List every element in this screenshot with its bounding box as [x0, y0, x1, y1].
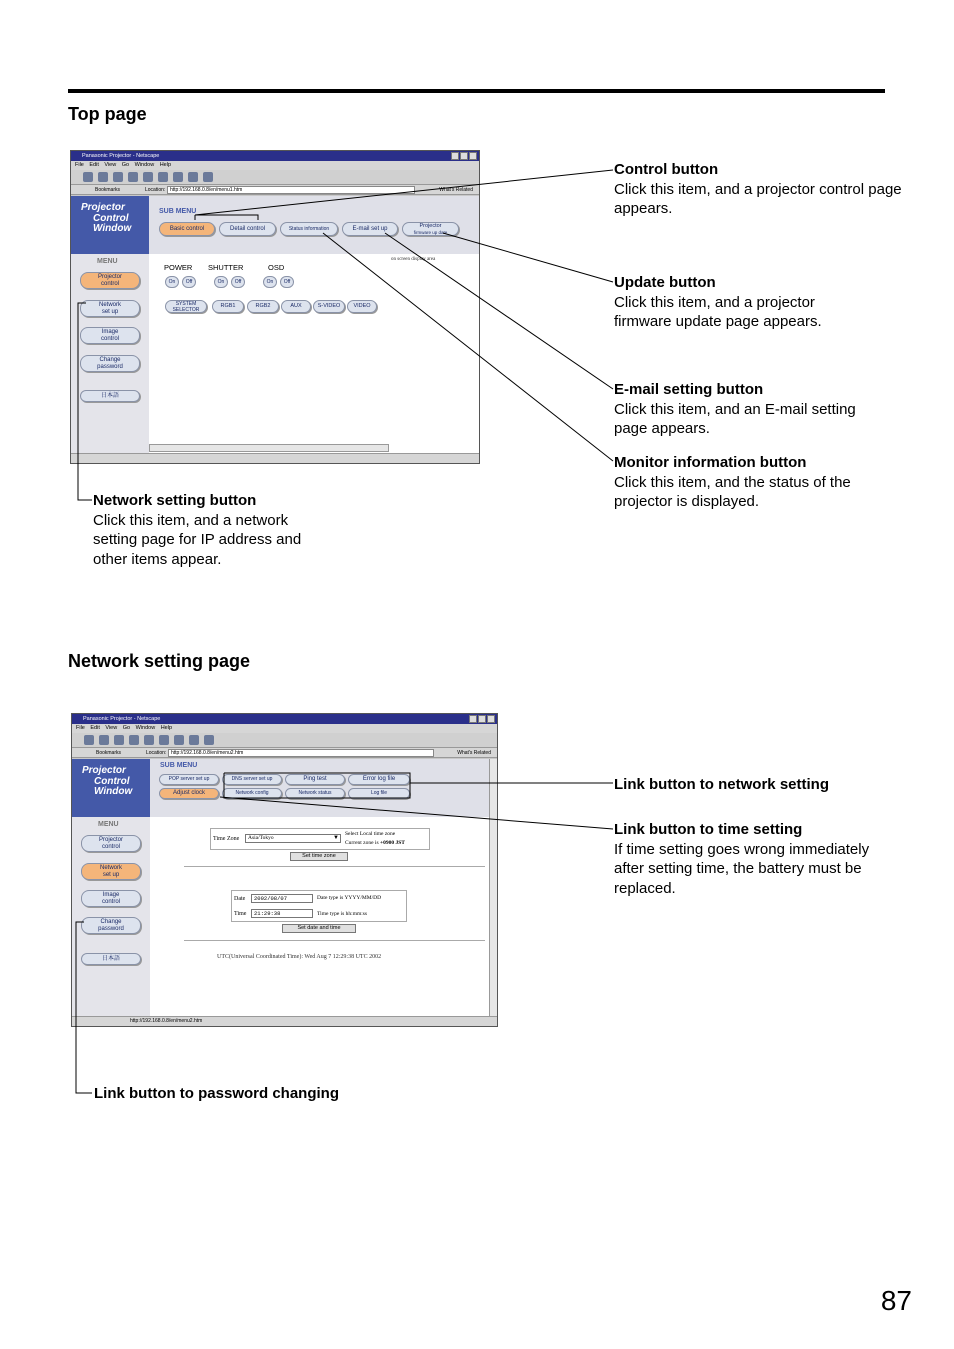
- stop-icon[interactable]: [204, 735, 214, 745]
- sub-menu-label: SUB MENU: [160, 762, 198, 769]
- divider: [184, 866, 485, 867]
- callout-link-time: Link button to time setting If time setting goes wrong immediately after setting time, the battery must be replaced.: [614, 821, 870, 897]
- back-icon[interactable]: [83, 172, 93, 182]
- osd-on-button[interactable]: On: [263, 276, 277, 288]
- callout-link-password: Link button to password changing: [94, 1085, 339, 1102]
- browser-statusbar: [71, 453, 479, 463]
- reload-icon[interactable]: [113, 172, 123, 182]
- set-time-zone-button[interactable]: Set time zone: [290, 852, 348, 861]
- callout-email-button: E-mail setting button Click this item, and an E-mail setting page appears.: [614, 381, 856, 437]
- top-rule: [68, 89, 885, 93]
- browser-content: [71, 196, 479, 453]
- security-icon[interactable]: [188, 172, 198, 182]
- browser-statusbar: [72, 1016, 497, 1026]
- time-zone-form: [210, 828, 430, 850]
- submenu-bar: [149, 196, 479, 254]
- shutter-on-button[interactable]: On: [214, 276, 228, 288]
- browser-titlebar: [71, 151, 479, 161]
- ping-test-button[interactable]: Ping test: [285, 774, 345, 785]
- network-status-button[interactable]: Network status: [285, 788, 345, 799]
- submenu-bar: [150, 759, 489, 817]
- time-label: Time: [234, 911, 247, 917]
- dns-server-setup-button[interactable]: DNS server set up: [222, 774, 282, 785]
- browser-toolbar: [72, 733, 497, 748]
- power-label: POWER: [164, 263, 193, 272]
- browser-title: Panasonic Projector - Netscape: [82, 153, 160, 159]
- change-password-button[interactable]: Change password: [81, 917, 141, 934]
- set-date-and-time-button[interactable]: Set date and time: [282, 924, 356, 933]
- security-icon[interactable]: [189, 735, 199, 745]
- close-icon[interactable]: [469, 152, 477, 160]
- power-on-button[interactable]: On: [165, 276, 179, 288]
- callout-control-button: Control button Click this item, and a projector control page appears.: [614, 161, 902, 217]
- brand-logo: Projector Control Window: [71, 196, 149, 254]
- browser-menubar[interactable]: File Edit View Go Window Help: [72, 724, 497, 733]
- close-icon[interactable]: [487, 715, 495, 723]
- shutter-label: SHUTTER: [208, 263, 244, 272]
- time-input[interactable]: 21:29:38: [251, 909, 313, 918]
- basic-control-button[interactable]: Basic control: [159, 222, 215, 236]
- time-zone-label: Time Zone: [213, 836, 240, 842]
- status-information-button[interactable]: Status information: [280, 222, 338, 236]
- rgb1-button[interactable]: RGB1: [212, 300, 244, 313]
- projector-control-button[interactable]: Projector control: [81, 835, 141, 852]
- callout-update-button: Update button Click this item, and a projector firmware update page appears.: [614, 274, 822, 330]
- status-url: http://192.168.0.8/en/menu2.htm: [130, 1018, 203, 1024]
- shutter-off-button[interactable]: Off: [231, 276, 245, 288]
- image-control-button[interactable]: Image control: [80, 327, 140, 344]
- callout-monitor-button: Monitor information button Click this item, and the status of the projector is displayed.: [614, 454, 851, 510]
- side-menu-panel: [71, 196, 149, 453]
- tz-note-line-2: Current zone is +0900 JST: [345, 840, 405, 846]
- brand-logo: Projector Control Window: [72, 759, 150, 817]
- s-video-button[interactable]: S-VIDEO: [313, 300, 345, 313]
- firmware-update-button[interactable]: Projector firmware up date: [402, 222, 459, 236]
- error-log-file-button[interactable]: Error log file: [348, 774, 410, 785]
- guide-icon[interactable]: [159, 735, 169, 745]
- maximize-icon[interactable]: [478, 715, 486, 723]
- guide-icon[interactable]: [158, 172, 168, 182]
- chevron-down-icon[interactable]: ▼: [333, 835, 339, 841]
- browser-menubar[interactable]: File Edit View Go Window Help: [71, 161, 479, 170]
- osd-label: OSD: [268, 263, 285, 272]
- vertical-scrollbar[interactable]: [489, 759, 497, 1018]
- top-page-browser-window: [70, 150, 480, 464]
- rgb2-button[interactable]: RGB2: [247, 300, 279, 313]
- projector-control-button[interactable]: Projector control: [80, 272, 140, 289]
- date-type-note: Date type is YYYY/MM/DD: [317, 895, 382, 901]
- video-button[interactable]: VIDEO: [347, 300, 377, 313]
- japanese-button[interactable]: 日本語: [81, 953, 141, 965]
- utc-readout: UTC(Universal Coordinated Time): Wed Aug 7 12:29:38 UTC 2002: [217, 954, 382, 960]
- window-controls: [469, 715, 495, 723]
- print-icon[interactable]: [173, 172, 183, 182]
- adjust-clock-button[interactable]: Adjust clock: [159, 788, 219, 799]
- section-title-top-page: Top page: [68, 104, 147, 124]
- side-menu-panel: [72, 759, 150, 1016]
- divider: [184, 940, 485, 941]
- osd-off-button[interactable]: Off: [280, 276, 294, 288]
- location-bar: [72, 748, 497, 758]
- reload-icon[interactable]: [114, 735, 124, 745]
- change-password-button[interactable]: Change password: [80, 355, 140, 372]
- date-label: Date: [234, 896, 246, 902]
- callout-network-button: Network setting button Click this item, and a network setting page for IP address and other items appear.: [93, 492, 302, 568]
- location-label: Location:: [145, 187, 166, 193]
- menu-label: MENU: [98, 821, 119, 828]
- stop-icon[interactable]: [203, 172, 213, 182]
- whats-related-button[interactable]: What's Related: [439, 187, 473, 193]
- network-setup-button[interactable]: Network set up: [80, 300, 140, 317]
- browser-toolbar: [71, 170, 479, 185]
- date-time-form: [231, 890, 407, 922]
- time-type-note: Time type is hh:mm:ss: [317, 911, 368, 917]
- whats-related-button[interactable]: What's Related: [457, 750, 491, 756]
- location-label: Location:: [146, 750, 167, 756]
- tz-note-line-1: Select Local time zone: [345, 831, 396, 837]
- browser-titlebar: [72, 714, 497, 724]
- date-input[interactable]: 2002/08/07: [251, 894, 313, 903]
- detail-control-button[interactable]: Detail control: [219, 222, 276, 236]
- search-icon[interactable]: [143, 172, 153, 182]
- horizontal-scrollbar[interactable]: [149, 444, 389, 452]
- home-icon[interactable]: [128, 172, 138, 182]
- image-control-button[interactable]: Image control: [81, 890, 141, 907]
- url-input[interactable]: http://192.168.0.8/en/menu1.htm: [167, 186, 415, 194]
- location-bar: [71, 185, 479, 195]
- minimize-icon[interactable]: [469, 715, 477, 723]
- system-selector-button[interactable]: SYSTEM SELECTOR: [165, 300, 207, 313]
- sub-menu-label: SUB MENU: [159, 208, 197, 215]
- page-number: 87: [880, 1285, 912, 1316]
- search-icon[interactable]: [144, 735, 154, 745]
- url-input[interactable]: http://192.168.0.8/en/menu2.htm: [168, 749, 434, 757]
- forward-icon[interactable]: [99, 735, 109, 745]
- aux-button[interactable]: AUX: [281, 300, 311, 313]
- forward-icon[interactable]: [98, 172, 108, 182]
- network-setup-button[interactable]: Network set up: [81, 863, 141, 880]
- time-zone-select[interactable]: Asia/Tokyo: [245, 834, 341, 843]
- network-config-button[interactable]: Network config: [222, 788, 282, 799]
- minimize-icon[interactable]: [451, 152, 459, 160]
- power-off-button[interactable]: Off: [182, 276, 196, 288]
- browser-content: [72, 759, 497, 1016]
- back-icon[interactable]: [84, 735, 94, 745]
- callout-link-network: Link button to network setting: [614, 776, 829, 793]
- print-icon[interactable]: [174, 735, 184, 745]
- email-setup-button[interactable]: E-mail set up: [342, 222, 398, 236]
- section-title-network-page: Network setting page: [68, 651, 251, 671]
- window-controls: [451, 152, 477, 160]
- menu-label: MENU: [97, 258, 118, 265]
- bookmarks-button[interactable]: Bookmarks: [95, 187, 121, 193]
- maximize-icon[interactable]: [460, 152, 468, 160]
- log-file-button[interactable]: Log file: [348, 788, 410, 799]
- browser-title: Panasonic Projector - Netscape: [83, 716, 161, 722]
- japanese-button[interactable]: 日本語: [80, 390, 140, 402]
- home-icon[interactable]: [129, 735, 139, 745]
- pop-server-setup-button[interactable]: POP server set up: [159, 774, 219, 785]
- network-page-browser-window: [71, 713, 498, 1027]
- osd-note: on screen display area: [391, 257, 436, 262]
- bookmarks-button[interactable]: Bookmarks: [96, 750, 122, 756]
